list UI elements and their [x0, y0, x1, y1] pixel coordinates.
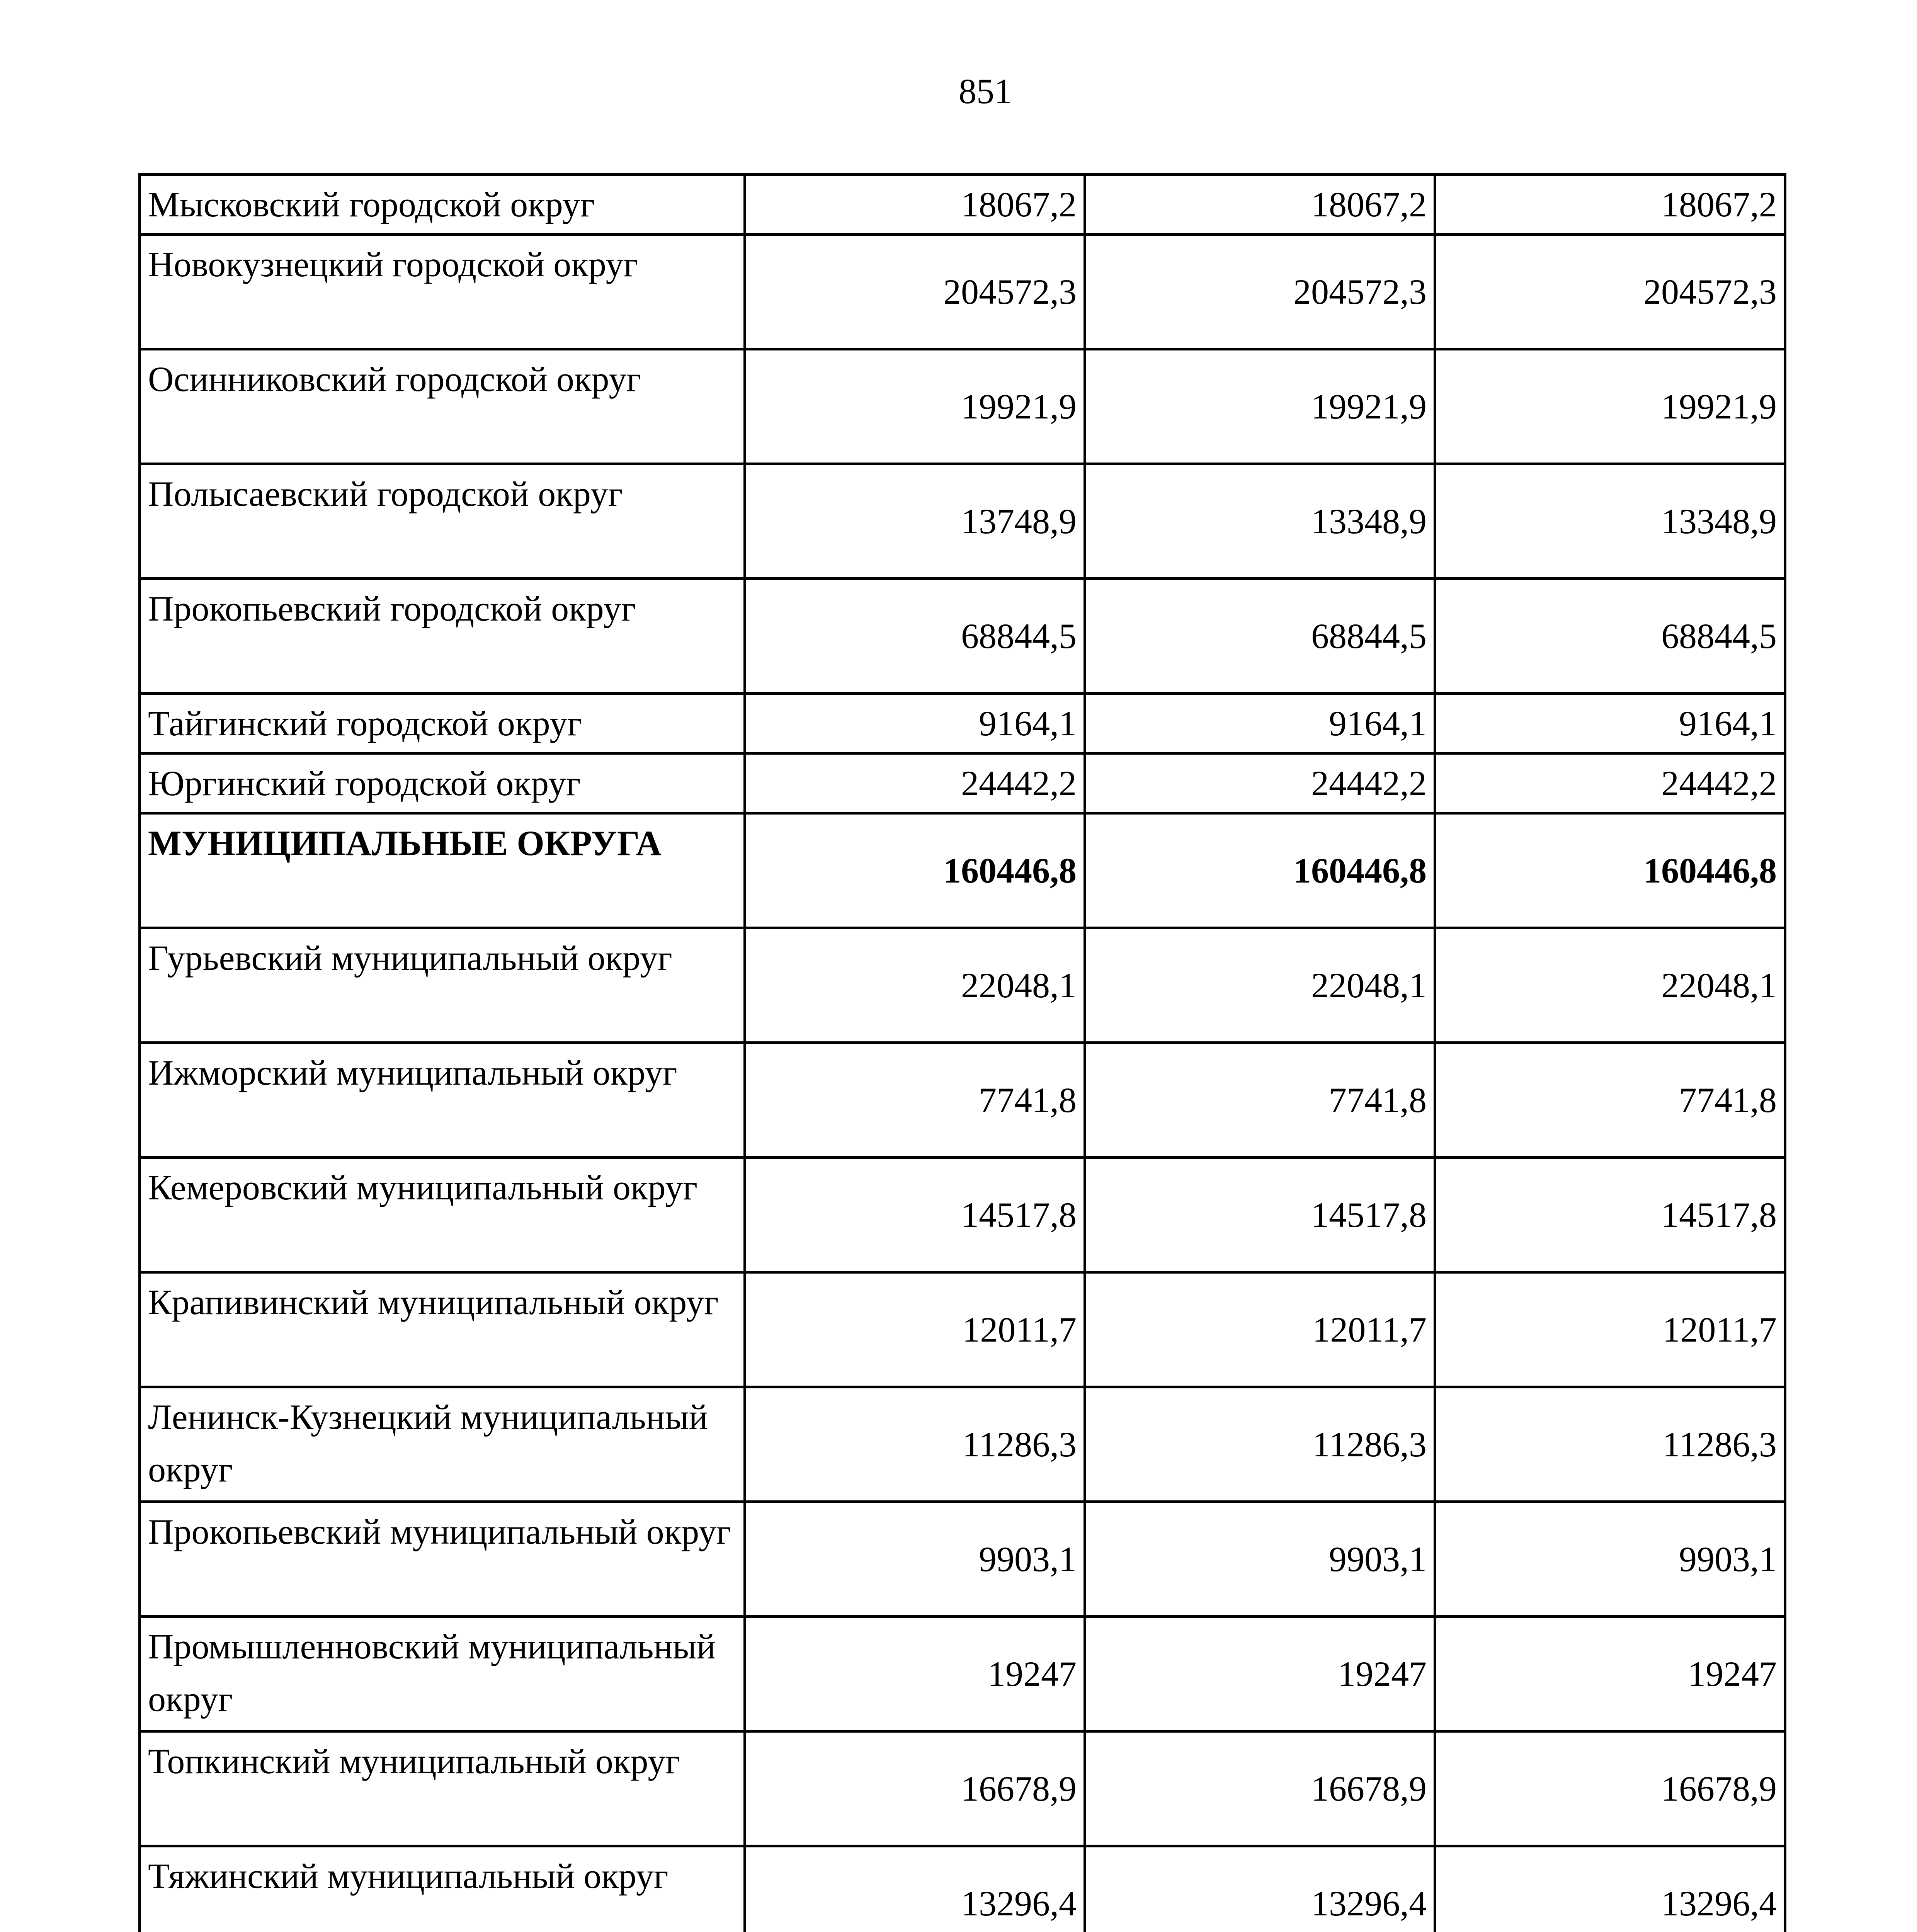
- municipality-name-cell: Кемеровский муниципальный округ: [140, 1158, 745, 1272]
- value-cell-1: 14517,8: [745, 1158, 1085, 1272]
- value-cell-2: 12011,7: [1085, 1272, 1435, 1387]
- value-cell-3: 160446,8: [1435, 813, 1785, 928]
- table-row: [140, 1617, 1785, 1731]
- table-row: [140, 1272, 1785, 1387]
- value-cell-2: 24442,2: [1085, 753, 1435, 813]
- value-cell-1: 11286,3: [745, 1387, 1085, 1502]
- municipality-name-cell: Топкинский муниципальный округ: [140, 1731, 745, 1846]
- value-cell-1: 204572,3: [745, 235, 1085, 349]
- value-cell-2: 14517,8: [1085, 1158, 1435, 1272]
- municipality-name-cell: Осинниковский городской округ: [140, 349, 745, 464]
- table-row: [140, 928, 1785, 1043]
- value-cell-3: 9164,1: [1435, 694, 1785, 753]
- value-cell-3: 68844,5: [1435, 579, 1785, 694]
- table-row: [140, 235, 1785, 349]
- value-cell-1: 68844,5: [745, 579, 1085, 694]
- municipality-name-cell: Прокопьевский муниципальный округ: [140, 1502, 745, 1617]
- value-cell-1: 9164,1: [745, 694, 1085, 753]
- municipality-name-cell: Полысаевский городской округ: [140, 464, 745, 579]
- value-cell-2: 68844,5: [1085, 579, 1435, 694]
- municipality-name-cell: Прокопьевский городской округ: [140, 579, 745, 694]
- value-cell-2: 13348,9: [1085, 464, 1435, 579]
- municipality-name-cell: Ленинск-Кузнецкий муниципальный округ: [140, 1387, 745, 1502]
- table-section-row: [140, 813, 1785, 928]
- value-cell-3: 19247: [1435, 1617, 1785, 1731]
- municipality-name-cell: Гурьевский муниципальный округ: [140, 928, 745, 1043]
- value-cell-3: 18067,2: [1435, 175, 1785, 235]
- value-cell-2: 16678,9: [1085, 1731, 1435, 1846]
- value-cell-2: 9164,1: [1085, 694, 1435, 753]
- value-cell-3: 24442,2: [1435, 753, 1785, 813]
- municipality-name-cell: Тяжинский муниципальный округ: [140, 1846, 745, 1932]
- value-cell-3: 19921,9: [1435, 349, 1785, 464]
- table-row: [140, 464, 1785, 579]
- value-cell-2: 19247: [1085, 1617, 1435, 1731]
- value-cell-1: 7741,8: [745, 1043, 1085, 1158]
- value-cell-2: 204572,3: [1085, 235, 1435, 349]
- value-cell-2: 160446,8: [1085, 813, 1435, 928]
- value-cell-2: 11286,3: [1085, 1387, 1435, 1502]
- municipality-name-cell: МУНИЦИПАЛЬНЫЕ ОКРУГА: [140, 813, 745, 928]
- value-cell-1: 13296,4: [745, 1846, 1085, 1932]
- value-cell-2: 13296,4: [1085, 1846, 1435, 1932]
- table-row: [140, 753, 1785, 813]
- value-cell-3: 22048,1: [1435, 928, 1785, 1043]
- table-row: [140, 1043, 1785, 1158]
- value-cell-3: 7741,8: [1435, 1043, 1785, 1158]
- value-cell-1: 24442,2: [745, 753, 1085, 813]
- value-cell-1: 13748,9: [745, 464, 1085, 579]
- table-row: [140, 1731, 1785, 1846]
- table-row: [140, 349, 1785, 464]
- municipality-name-cell: Мысковский городской округ: [140, 175, 745, 235]
- table-row: [140, 579, 1785, 694]
- table-row: [140, 1158, 1785, 1272]
- value-cell-3: 14517,8: [1435, 1158, 1785, 1272]
- table-row: [140, 175, 1785, 235]
- value-cell-2: 9903,1: [1085, 1502, 1435, 1617]
- municipality-name-cell: Тайгинский городской округ: [140, 694, 745, 753]
- value-cell-3: 11286,3: [1435, 1387, 1785, 1502]
- table-row: [140, 1502, 1785, 1617]
- value-cell-1: 19247: [745, 1617, 1085, 1731]
- page-number: 851: [959, 71, 1012, 111]
- value-cell-1: 160446,8: [745, 813, 1085, 928]
- table-row: [140, 694, 1785, 753]
- value-cell-1: 16678,9: [745, 1731, 1085, 1846]
- value-cell-1: 19921,9: [745, 349, 1085, 464]
- municipality-name-cell: Юргинский городской округ: [140, 753, 745, 813]
- value-cell-3: 16678,9: [1435, 1731, 1785, 1846]
- value-cell-2: 22048,1: [1085, 928, 1435, 1043]
- budget-table: [138, 173, 1786, 1932]
- value-cell-3: 12011,7: [1435, 1272, 1785, 1387]
- table-row: [140, 1846, 1785, 1932]
- value-cell-2: 18067,2: [1085, 175, 1435, 235]
- value-cell-2: 19921,9: [1085, 349, 1435, 464]
- value-cell-3: 204572,3: [1435, 235, 1785, 349]
- table-body: [140, 175, 1785, 1932]
- municipality-name-cell: Крапивинский муниципальный округ: [140, 1272, 745, 1387]
- value-cell-2: 7741,8: [1085, 1043, 1435, 1158]
- value-cell-1: 22048,1: [745, 928, 1085, 1043]
- value-cell-3: 13348,9: [1435, 464, 1785, 579]
- value-cell-1: 12011,7: [745, 1272, 1085, 1387]
- value-cell-3: 13296,4: [1435, 1846, 1785, 1932]
- municipality-name-cell: Новокузнецкий городской округ: [140, 235, 745, 349]
- table-row: [140, 1387, 1785, 1502]
- value-cell-1: 9903,1: [745, 1502, 1085, 1617]
- value-cell-3: 9903,1: [1435, 1502, 1785, 1617]
- municipality-name-cell: Ижморский муниципальный округ: [140, 1043, 745, 1158]
- value-cell-1: 18067,2: [745, 175, 1085, 235]
- municipality-name-cell: Промышленновский муниципальный округ: [140, 1617, 745, 1731]
